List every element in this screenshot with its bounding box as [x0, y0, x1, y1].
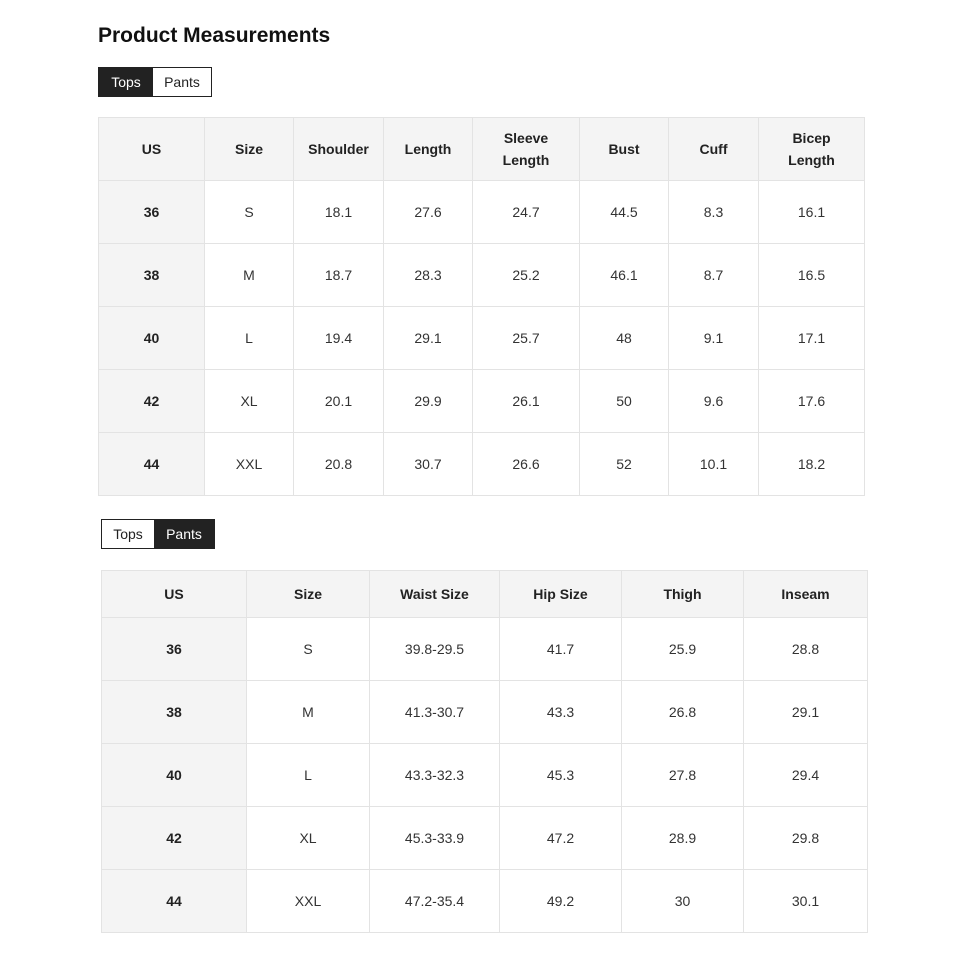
table-header-row — [102, 571, 868, 618]
cell-value: 19.4 — [294, 307, 384, 370]
cell-value: 50 — [580, 370, 669, 433]
cell-us: 42 — [99, 370, 205, 433]
cell-value: 43.3-32.3 — [370, 744, 500, 807]
cell-size: S — [247, 618, 370, 681]
cell-value: 49.2 — [500, 870, 622, 933]
cell-value: 18.1 — [294, 181, 384, 244]
cell-value: 26.6 — [473, 433, 580, 496]
header-shoulder: Shoulder — [294, 118, 384, 181]
table-row — [102, 744, 868, 807]
cell-value: 45.3-33.9 — [370, 807, 500, 870]
cell-value: 44.5 — [580, 181, 669, 244]
cell-size: M — [205, 244, 294, 307]
table-row — [102, 807, 868, 870]
cell-us: 38 — [99, 244, 205, 307]
header-inseam: Inseam — [744, 571, 868, 618]
table-row — [99, 433, 865, 496]
header-us: US — [102, 571, 247, 618]
cell-value: 8.7 — [669, 244, 759, 307]
cell-value: 9.6 — [669, 370, 759, 433]
cell-value: 47.2 — [500, 807, 622, 870]
header-thigh: Thigh — [622, 571, 744, 618]
cell-size: S — [205, 181, 294, 244]
cell-value: 26.1 — [473, 370, 580, 433]
cell-size: L — [205, 307, 294, 370]
cell-value: 47.2-35.4 — [370, 870, 500, 933]
cell-value: 16.1 — [759, 181, 865, 244]
cell-us: 36 — [99, 181, 205, 244]
cell-value: 39.8-29.5 — [370, 618, 500, 681]
cell-value: 16.5 — [759, 244, 865, 307]
table-row — [99, 181, 865, 244]
page-title: Product Measurements — [98, 24, 331, 47]
cell-value: 26.8 — [622, 681, 744, 744]
cell-us: 40 — [102, 744, 247, 807]
cell-size: M — [247, 681, 370, 744]
cell-value: 30.1 — [744, 870, 868, 933]
cell-us: 40 — [99, 307, 205, 370]
cell-value: 29.1 — [384, 307, 473, 370]
table-row — [99, 244, 865, 307]
cell-value: 41.3-30.7 — [370, 681, 500, 744]
table-row — [99, 307, 865, 370]
header-waist-size: Waist Size — [370, 571, 500, 618]
tabs-bottom — [101, 519, 215, 549]
cell-value: 29.1 — [744, 681, 868, 744]
table-row — [102, 870, 868, 933]
header-cuff: Cuff — [669, 118, 759, 181]
table-row — [99, 370, 865, 433]
cell-value: 52 — [580, 433, 669, 496]
header-bust: Bust — [580, 118, 669, 181]
cell-size: XXL — [205, 433, 294, 496]
table-header-row — [99, 118, 865, 181]
cell-value: 25.2 — [473, 244, 580, 307]
cell-value: 10.1 — [669, 433, 759, 496]
cell-value: 18.2 — [759, 433, 865, 496]
tab-tops[interactable]: Tops — [102, 520, 154, 548]
cell-value: 30 — [622, 870, 744, 933]
cell-value: 9.1 — [669, 307, 759, 370]
header-sleeve-length: Sleeve Length — [473, 118, 580, 181]
cell-us: 44 — [99, 433, 205, 496]
cell-us: 42 — [102, 807, 247, 870]
header-size: Size — [205, 118, 294, 181]
cell-value: 17.6 — [759, 370, 865, 433]
cell-value: 25.9 — [622, 618, 744, 681]
cell-size: XL — [247, 807, 370, 870]
cell-value: 48 — [580, 307, 669, 370]
cell-size: XL — [205, 370, 294, 433]
tab-pants[interactable]: Pants — [154, 520, 214, 548]
cell-value: 29.4 — [744, 744, 868, 807]
cell-value: 29.8 — [744, 807, 868, 870]
cell-value: 20.1 — [294, 370, 384, 433]
table-row — [102, 618, 868, 681]
tab-pants[interactable]: Pants — [153, 68, 211, 96]
cell-value: 29.9 — [384, 370, 473, 433]
cell-value: 20.8 — [294, 433, 384, 496]
header-hip-size: Hip Size — [500, 571, 622, 618]
cell-value: 28.8 — [744, 618, 868, 681]
table-row — [102, 681, 868, 744]
cell-value: 8.3 — [669, 181, 759, 244]
cell-value: 30.7 — [384, 433, 473, 496]
cell-value: 41.7 — [500, 618, 622, 681]
cell-value: 28.9 — [622, 807, 744, 870]
cell-value: 24.7 — [473, 181, 580, 244]
header-bicep-length: Bicep Length — [759, 118, 865, 181]
cell-value: 27.6 — [384, 181, 473, 244]
cell-value: 45.3 — [500, 744, 622, 807]
tops-measurements-table — [98, 117, 865, 496]
header-size: Size — [247, 571, 370, 618]
cell-value: 43.3 — [500, 681, 622, 744]
cell-value: 17.1 — [759, 307, 865, 370]
cell-us: 36 — [102, 618, 247, 681]
tab-tops[interactable]: Tops — [99, 68, 153, 96]
cell-size: XXL — [247, 870, 370, 933]
header-us: US — [99, 118, 205, 181]
cell-us: 44 — [102, 870, 247, 933]
pants-measurements-table — [101, 570, 868, 933]
tabs-top — [98, 67, 212, 97]
cell-value: 18.7 — [294, 244, 384, 307]
cell-value: 27.8 — [622, 744, 744, 807]
cell-value: 28.3 — [384, 244, 473, 307]
header-length: Length — [384, 118, 473, 181]
cell-us: 38 — [102, 681, 247, 744]
cell-value: 46.1 — [580, 244, 669, 307]
cell-value: 25.7 — [473, 307, 580, 370]
cell-size: L — [247, 744, 370, 807]
